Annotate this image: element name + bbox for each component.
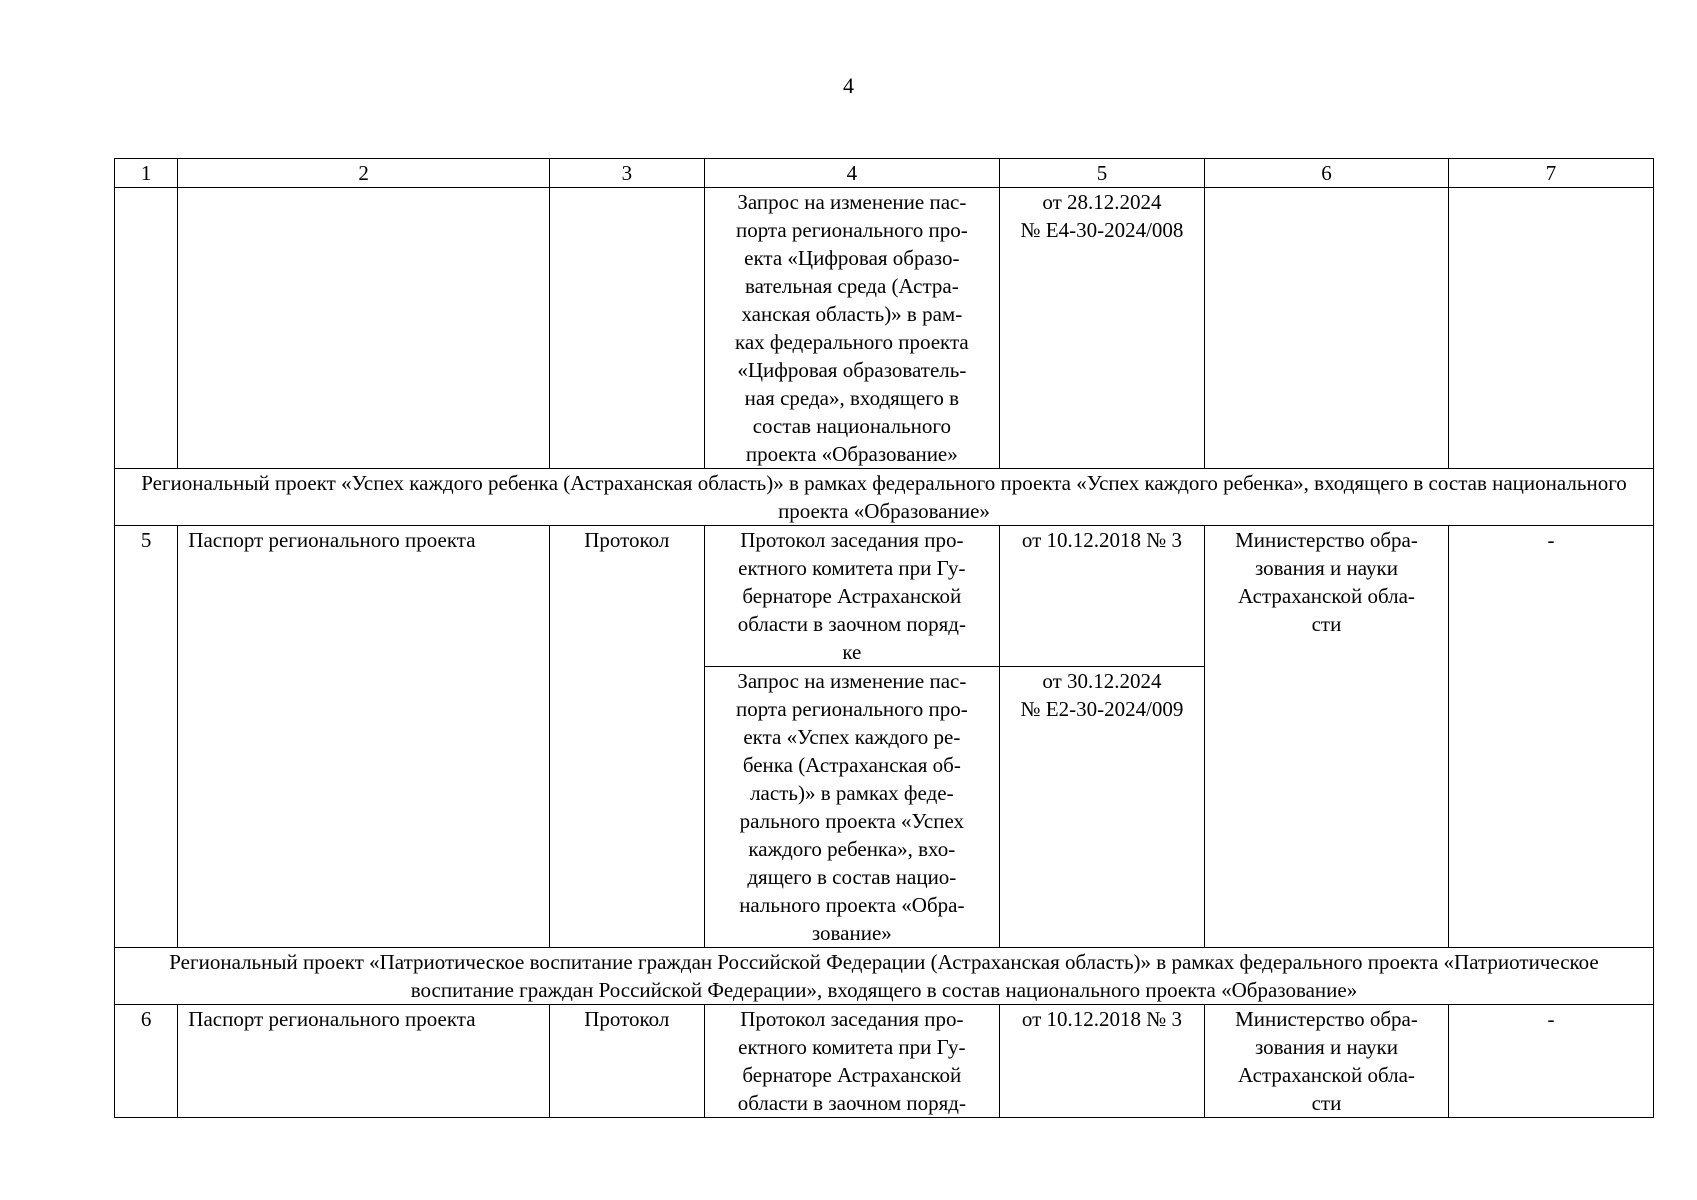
empty-cell — [178, 188, 550, 469]
item-name: Паспорт регионального проекта — [178, 526, 550, 948]
item-name: Паспорт регионального проекта — [178, 1005, 550, 1118]
section-title: Региональный проект «Патриотическое воспитание граждан Российской Федерации (Астраханская область)» в рамках федерального проекта «Патриотическое воспитание граждан Российской Федерации», входящего в состав национального проекта «Образование» — [115, 948, 1654, 1005]
section-title: Региональный проект «Успех каждого ребенка (Астраханская область)» в рамках федерального проекта «Успех каждого ребенка», входящего в состав национального проекта «Образование» — [115, 469, 1654, 526]
document-date-cell: от 10.12.2018 № 3 — [1000, 1005, 1205, 1118]
note-cell: - — [1449, 1005, 1654, 1118]
column-header: 7 — [1449, 159, 1654, 188]
document-date-cell: от 30.12.2024 № Е2-30-2024/009 — [1000, 667, 1205, 948]
empty-cell — [1449, 188, 1654, 469]
column-header: 1 — [115, 159, 178, 188]
responsible-cell: Министерство обра- зования и науки Астраханской обла- сти — [1204, 526, 1448, 948]
column-header: 4 — [704, 159, 999, 188]
empty-cell — [1204, 188, 1448, 469]
document-type: Протокол — [549, 526, 704, 948]
column-header: 5 — [1000, 159, 1205, 188]
document-title-cell: Запрос на изменение пас- порта регионального про- екта «Цифровая образо- вательная среда (Астра- ханская область)» в рам- ках федерального проекта «Цифровая образователь- ная среда», входящего в состав национального проекта «Образование» — [704, 188, 999, 469]
registry-table — [114, 158, 1654, 1118]
column-header: 2 — [178, 159, 550, 188]
table-row — [115, 1005, 1654, 1118]
document-date-cell: от 28.12.2024 № Е4-30-2024/008 — [1000, 188, 1205, 469]
section-row — [115, 948, 1654, 1005]
row-number: 5 — [115, 526, 178, 948]
responsible-cell: Министерство обра- зования и науки Астраханской обла- сти — [1204, 1005, 1448, 1118]
document-type: Протокол — [549, 1005, 704, 1118]
document-date-cell: от 10.12.2018 № 3 — [1000, 526, 1205, 667]
section-row — [115, 469, 1654, 526]
document-title-cell: Протокол заседания про- ектного комитета при Гу- бернаторе Астраханской области в заочном поряд- ке — [704, 526, 999, 667]
page-number: 4 — [843, 73, 854, 98]
column-header: 6 — [1204, 159, 1448, 188]
document-title-cell: Запрос на изменение пас- порта регионального про- екта «Успех каждого ре- бенка (Астраханская об- ласть)» в рамках феде- рального проекта «Успех каждого ребенка», вхо- дящего в состав нацио- нального проекта «Обра- зование» — [704, 667, 999, 948]
document-title-cell: Протокол заседания про- ектного комитета при Гу- бернаторе Астраханской области в заочном поряд- — [704, 1005, 999, 1118]
table-row — [115, 188, 1654, 469]
column-header: 3 — [549, 159, 704, 188]
table-row — [115, 526, 1654, 667]
note-cell: - — [1449, 526, 1654, 948]
row-number: 6 — [115, 1005, 178, 1118]
empty-cell — [549, 188, 704, 469]
empty-cell — [115, 188, 178, 469]
table-header-row — [115, 159, 1654, 188]
